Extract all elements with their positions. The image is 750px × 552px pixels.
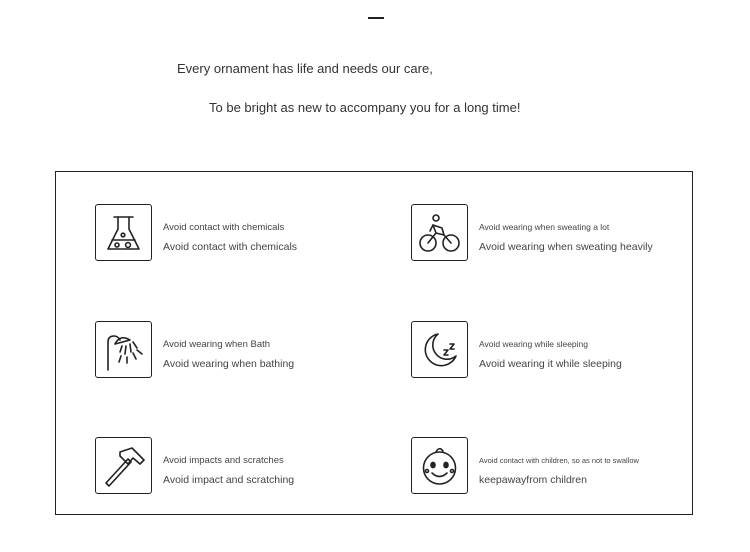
flask-icon [95, 204, 152, 261]
top-dash-divider [368, 17, 384, 19]
care-item-label-primary: Avoid wearing when sweating a lot [479, 222, 610, 232]
hammer-icon [95, 437, 152, 494]
care-item-label-primary: Avoid contact with chemicals [163, 222, 285, 233]
cyclist-icon [411, 204, 468, 261]
care-item-label-secondary: Avoid wearing when bathing [163, 358, 295, 370]
care-item-children [411, 437, 701, 497]
care-item-chemicals [95, 204, 385, 264]
care-item-label-primary: Avoid contact with children, so as not to swallow [479, 456, 639, 465]
care-instructions-box [55, 171, 693, 515]
intro-line-1: Every ornament has life and needs our care, [177, 61, 433, 76]
care-item-label-secondary: keepawayfrom children [479, 474, 587, 486]
care-item-impacts [95, 437, 385, 497]
shower-icon [95, 321, 152, 378]
care-item-label-primary: Avoid wearing when Bath [163, 339, 271, 350]
care-item-sleeping [411, 321, 701, 381]
intro-line-2: To be bright as new to accompany you for a long time! [209, 100, 521, 115]
care-item-label-secondary: Avoid contact with chemicals [163, 241, 298, 253]
baby-face-icon [411, 437, 468, 494]
moon-sleep-icon [411, 321, 468, 378]
care-item-label-secondary: Avoid impact and scratching [163, 474, 295, 486]
care-item-sweating [411, 204, 701, 264]
care-item-label-secondary: Avoid wearing when sweating heavily [479, 241, 653, 253]
care-item-bathing [95, 321, 385, 381]
care-item-label-primary: Avoid impacts and scratches [163, 455, 284, 466]
care-item-label-secondary: Avoid wearing it while sleeping [479, 358, 622, 370]
care-item-label-primary: Avoid wearing while sleeping [479, 339, 588, 349]
